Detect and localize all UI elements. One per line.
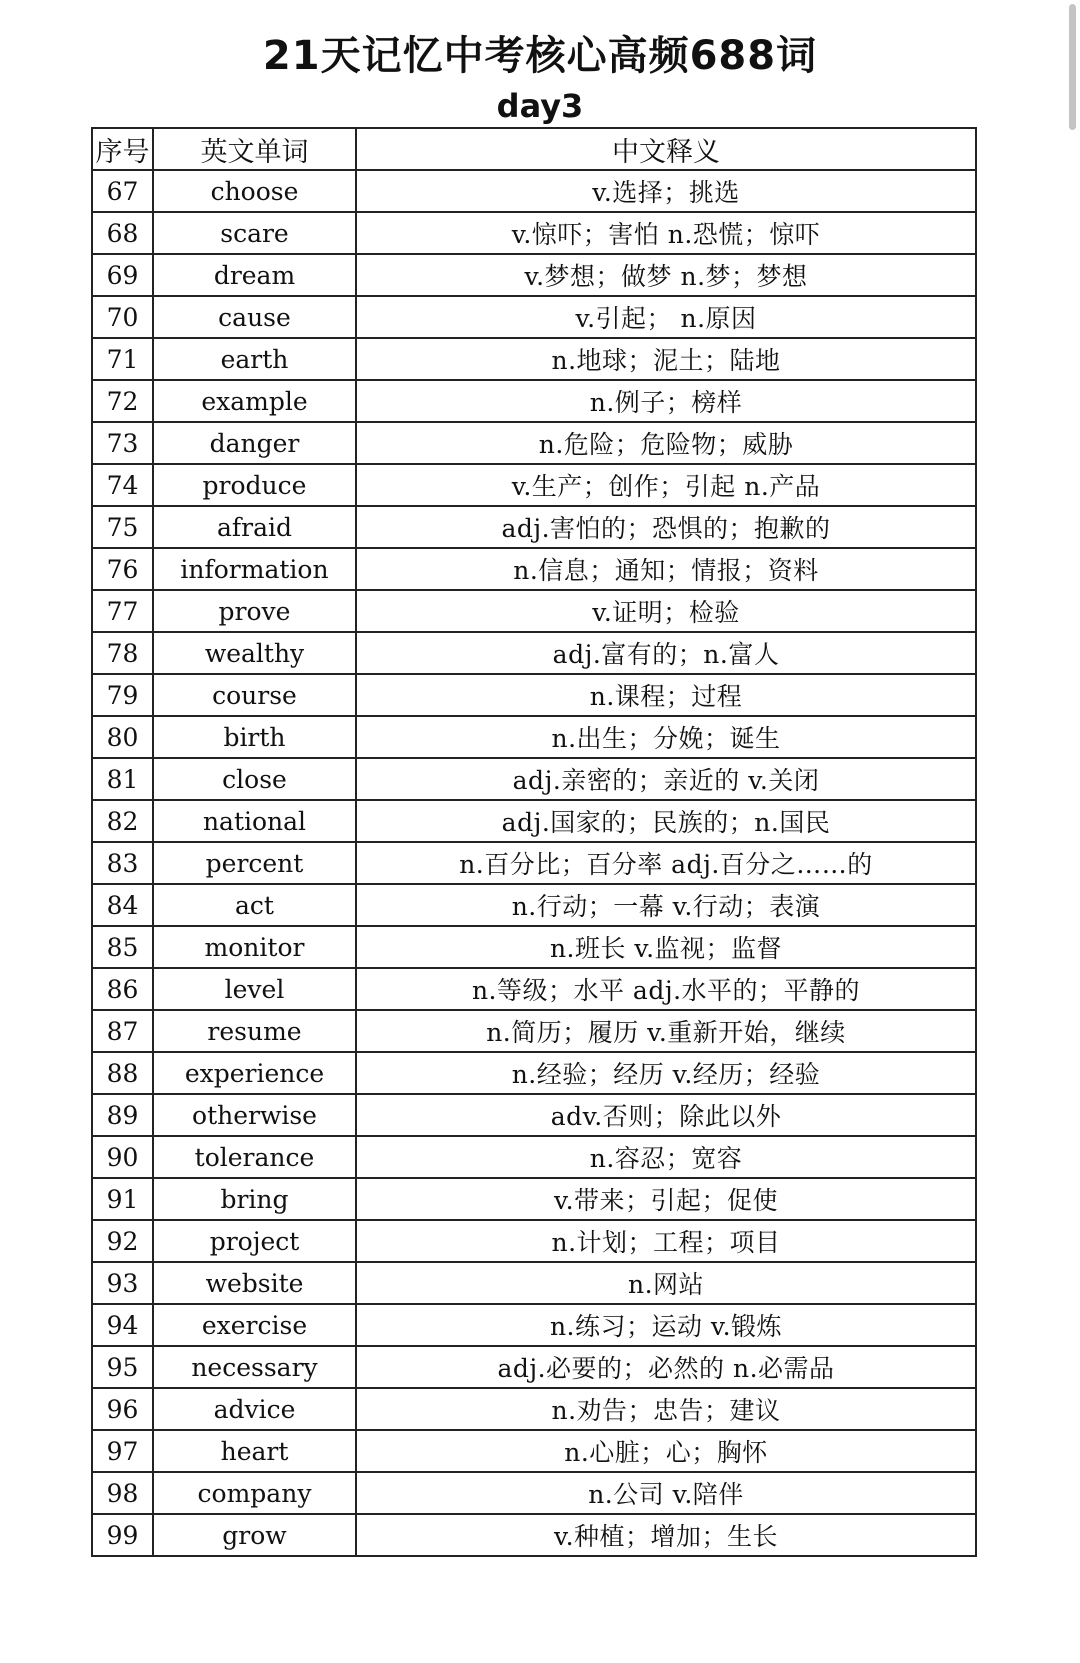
cell-english-word: afraid	[153, 506, 356, 548]
cell-chinese-meaning: n.劝告；忠告；建议	[356, 1388, 976, 1430]
document-title: 21天记忆中考核心高频688词	[262, 33, 818, 79]
cell-number: 95	[92, 1346, 153, 1388]
cell-english-word: website	[153, 1262, 356, 1304]
table-header-row	[92, 128, 976, 170]
cell-number: 80	[92, 716, 153, 758]
cell-number: 76	[92, 548, 153, 590]
cell-chinese-meaning: v.证明；检验	[356, 590, 976, 632]
cell-chinese-meaning: n.行动；一幕 v.行动；表演	[356, 884, 976, 926]
table-row	[92, 548, 976, 590]
cell-chinese-meaning: n.班长 v.监视；监督	[356, 926, 976, 968]
cell-english-word: necessary	[153, 1346, 356, 1388]
table-row	[92, 506, 976, 548]
cell-chinese-meaning: adj.富有的；n.富人	[356, 632, 976, 674]
cell-english-word: birth	[153, 716, 356, 758]
cell-english-word: scare	[153, 212, 356, 254]
cell-number: 92	[92, 1220, 153, 1262]
cell-chinese-meaning: n.等级；水平 adj.水平的；平静的	[356, 968, 976, 1010]
cell-number: 89	[92, 1094, 153, 1136]
vocabulary-table	[91, 127, 977, 1557]
cell-number: 98	[92, 1472, 153, 1514]
cell-english-word: cause	[153, 296, 356, 338]
cell-chinese-meaning: v.带来；引起；促使	[356, 1178, 976, 1220]
cell-number: 88	[92, 1052, 153, 1094]
cell-chinese-meaning: n.心脏；心；胸怀	[356, 1430, 976, 1472]
cell-chinese-meaning: n.出生；分娩；诞生	[356, 716, 976, 758]
cell-chinese-meaning: v.引起； n.原因	[356, 296, 976, 338]
table-row	[92, 380, 976, 422]
table-row	[92, 1178, 976, 1220]
cell-number: 75	[92, 506, 153, 548]
table-row	[92, 296, 976, 338]
document-subtitle: day3	[496, 87, 584, 125]
header-number: 序号	[92, 128, 153, 170]
cell-number: 87	[92, 1010, 153, 1052]
cell-english-word: otherwise	[153, 1094, 356, 1136]
table-row	[92, 212, 976, 254]
cell-number: 94	[92, 1304, 153, 1346]
cell-english-word: tolerance	[153, 1136, 356, 1178]
cell-english-word: project	[153, 1220, 356, 1262]
table-row	[92, 1430, 976, 1472]
cell-number: 68	[92, 212, 153, 254]
cell-number: 79	[92, 674, 153, 716]
table-row	[92, 1136, 976, 1178]
cell-chinese-meaning: v.生产；创作；引起 n.产品	[356, 464, 976, 506]
cell-english-word: percent	[153, 842, 356, 884]
table-row	[92, 1514, 976, 1556]
table-row	[92, 254, 976, 296]
cell-chinese-meaning: v.惊吓；害怕 n.恐慌；惊吓	[356, 212, 976, 254]
table-row	[92, 1304, 976, 1346]
table-row	[92, 338, 976, 380]
cell-chinese-meaning: adj.亲密的；亲近的 v.关闭	[356, 758, 976, 800]
cell-number: 73	[92, 422, 153, 464]
cell-number: 99	[92, 1514, 153, 1556]
cell-number: 93	[92, 1262, 153, 1304]
cell-number: 67	[92, 170, 153, 212]
table-row	[92, 716, 976, 758]
cell-english-word: advice	[153, 1388, 356, 1430]
cell-number: 84	[92, 884, 153, 926]
cell-chinese-meaning: n.公司 v.陪伴	[356, 1472, 976, 1514]
cell-number: 85	[92, 926, 153, 968]
cell-english-word: heart	[153, 1430, 356, 1472]
cell-english-word: produce	[153, 464, 356, 506]
table-row	[92, 758, 976, 800]
header-english-word: 英文单词	[153, 128, 356, 170]
table-row	[92, 1010, 976, 1052]
cell-english-word: resume	[153, 1010, 356, 1052]
cell-english-word: national	[153, 800, 356, 842]
cell-number: 96	[92, 1388, 153, 1430]
table-row	[92, 1472, 976, 1514]
cell-chinese-meaning: n.简历；履历 v.重新开始，继续	[356, 1010, 976, 1052]
table-row	[92, 422, 976, 464]
cell-number: 69	[92, 254, 153, 296]
cell-chinese-meaning: n.信息；通知；情报；资料	[356, 548, 976, 590]
cell-english-word: prove	[153, 590, 356, 632]
cell-number: 74	[92, 464, 153, 506]
table-row	[92, 1094, 976, 1136]
cell-number: 91	[92, 1178, 153, 1220]
cell-chinese-meaning: adj.害怕的；恐惧的；抱歉的	[356, 506, 976, 548]
cell-english-word: monitor	[153, 926, 356, 968]
cell-chinese-meaning: v.选择；挑选	[356, 170, 976, 212]
cell-number: 70	[92, 296, 153, 338]
cell-chinese-meaning: n.例子；榜样	[356, 380, 976, 422]
table-row	[92, 1262, 976, 1304]
cell-english-word: earth	[153, 338, 356, 380]
cell-english-word: act	[153, 884, 356, 926]
cell-number: 97	[92, 1430, 153, 1472]
cell-english-word: experience	[153, 1052, 356, 1094]
cell-english-word: danger	[153, 422, 356, 464]
cell-english-word: bring	[153, 1178, 356, 1220]
table-row	[92, 590, 976, 632]
table-row	[92, 632, 976, 674]
cell-number: 77	[92, 590, 153, 632]
cell-english-word: dream	[153, 254, 356, 296]
cell-english-word: course	[153, 674, 356, 716]
table-row	[92, 674, 976, 716]
cell-english-word: close	[153, 758, 356, 800]
cell-number: 82	[92, 800, 153, 842]
table-row	[92, 842, 976, 884]
cell-english-word: level	[153, 968, 356, 1010]
cell-chinese-meaning: n.地球；泥土；陆地	[356, 338, 976, 380]
table-row	[92, 1220, 976, 1262]
cell-english-word: wealthy	[153, 632, 356, 674]
cell-number: 90	[92, 1136, 153, 1178]
scrollbar-thumb[interactable]	[1069, 4, 1076, 130]
cell-chinese-meaning: n.百分比；百分率 adj.百分之……的	[356, 842, 976, 884]
cell-chinese-meaning: adj.国家的；民族的；n.国民	[356, 800, 976, 842]
cell-chinese-meaning: n.计划；工程；项目	[356, 1220, 976, 1262]
table-row	[92, 800, 976, 842]
cell-number: 78	[92, 632, 153, 674]
header-chinese-meaning: 中文释义	[356, 128, 976, 170]
table-body	[92, 170, 976, 1556]
cell-english-word: company	[153, 1472, 356, 1514]
cell-number: 86	[92, 968, 153, 1010]
cell-chinese-meaning: v.梦想；做梦 n.梦；梦想	[356, 254, 976, 296]
cell-english-word: example	[153, 380, 356, 422]
table-row	[92, 926, 976, 968]
cell-number: 72	[92, 380, 153, 422]
table-row	[92, 170, 976, 212]
cell-number: 81	[92, 758, 153, 800]
cell-english-word: choose	[153, 170, 356, 212]
scrollbar-track[interactable]	[1068, 0, 1076, 1663]
cell-chinese-meaning: v.种植；增加；生长	[356, 1514, 976, 1556]
table-row	[92, 884, 976, 926]
cell-english-word: grow	[153, 1514, 356, 1556]
cell-chinese-meaning: n.练习；运动 v.锻炼	[356, 1304, 976, 1346]
cell-chinese-meaning: n.经验；经历 v.经历；经验	[356, 1052, 976, 1094]
cell-chinese-meaning: n.容忍；宽容	[356, 1136, 976, 1178]
table-row	[92, 1388, 976, 1430]
table-row	[92, 464, 976, 506]
table-row	[92, 1052, 976, 1094]
cell-chinese-meaning: n.网站	[356, 1262, 976, 1304]
cell-chinese-meaning: n.课程；过程	[356, 674, 976, 716]
table-row	[92, 968, 976, 1010]
cell-chinese-meaning: adj.必要的；必然的 n.必需品	[356, 1346, 976, 1388]
cell-number: 83	[92, 842, 153, 884]
cell-english-word: information	[153, 548, 356, 590]
cell-english-word: exercise	[153, 1304, 356, 1346]
cell-chinese-meaning: n.危险；危险物；威胁	[356, 422, 976, 464]
table-row	[92, 1346, 976, 1388]
cell-chinese-meaning: adv.否则；除此以外	[356, 1094, 976, 1136]
cell-number: 71	[92, 338, 153, 380]
